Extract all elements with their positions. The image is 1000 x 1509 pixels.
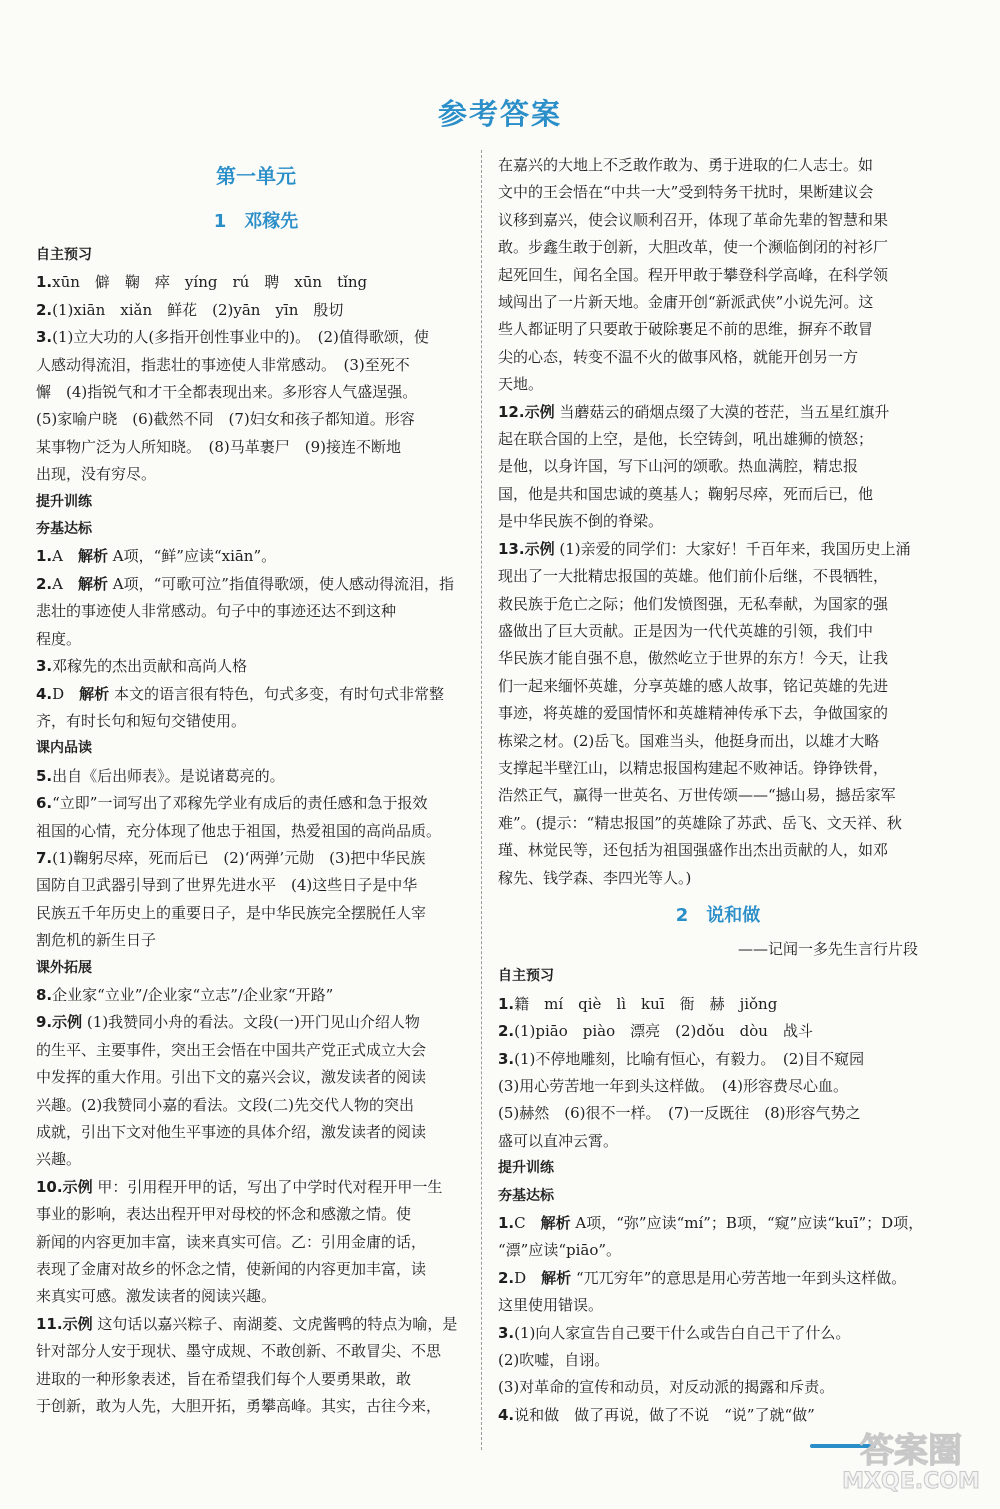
answer-number: 7. bbox=[36, 848, 53, 867]
answer-text: A bbox=[52, 574, 78, 593]
answer-item bbox=[498, 1210, 938, 1237]
answer-explanation: 本文的语言很有特色，句式多变，有时句式非常整 bbox=[109, 684, 444, 703]
answer-number: 3. bbox=[498, 1323, 515, 1342]
answer-continuation: 现出了一大批精忠报国的英雄。他们前仆后继，不畏牺牲， bbox=[498, 567, 889, 586]
answer-continuation: 瑾、林觉民等，还包括为祖国强盛作出杰出贡献的人，如邓 bbox=[498, 841, 889, 860]
answer-text: (1)不停地雕刻，比喻有恒心，有毅力。 (2)目不窥园 bbox=[514, 1049, 865, 1068]
answer-item bbox=[36, 681, 476, 708]
section-label: 课外拓展 bbox=[36, 959, 92, 976]
answer-continuation: 国，他是共和国忠诚的奠基人；鞠躬尽瘁，死而后已，他 bbox=[498, 484, 874, 503]
answer-text: D bbox=[514, 1268, 542, 1287]
answer-continuation: 起死回生，闻名全国。程开甲敢于攀登科学高峰，在科学领 bbox=[498, 265, 889, 284]
answer-number: 10. bbox=[36, 1177, 63, 1196]
answer-explanation: 甲：引用程开甲的话，写出了中学时代对程开甲一生 bbox=[92, 1177, 443, 1196]
answer-continuation: 人感动得流泪，指悲壮的事迹使人非常感动。 (3)至死不 bbox=[36, 355, 410, 374]
answer-item bbox=[36, 1311, 476, 1338]
answer-explanation: (1)我赞同小舟的看法。文段(一)开门见山介绍人物 bbox=[82, 1013, 420, 1032]
answer-continuation: (3)对革命的宣传和动员，对反动派的揭露和斥责。 bbox=[498, 1378, 835, 1397]
answer-continuation: “漂”应读“piāo”。 bbox=[498, 1241, 622, 1260]
section-label: 课内品读 bbox=[36, 740, 92, 757]
answer-continuation: 来真实可感。激发读者的阅读兴趣。 bbox=[36, 1287, 277, 1306]
answer-text: “立即”一词写出了邓稼先学业有成后的责任感和急于报效 bbox=[52, 794, 428, 813]
answer-continuation: 盛可以直冲云霄。 bbox=[498, 1131, 619, 1150]
answer-text: 籍 mí qiè lì kuī 衙 赫 jiǒng bbox=[514, 994, 778, 1013]
answer-text: C bbox=[514, 1214, 541, 1233]
answer-explanation: 当蘑菇云的硝烟点缀了大漠的苍茫，当五星红旗升 bbox=[554, 402, 890, 421]
answer-text: (1)piāo piào 漂亮 (2)dǒu dòu 战斗 bbox=[514, 1022, 813, 1041]
answer-continuation: 事业的影响，表达出程开甲对母校的怀念和感激之情。使 bbox=[36, 1205, 412, 1224]
page-title: 参考答案 bbox=[437, 97, 562, 131]
right-answer-list bbox=[498, 963, 938, 1429]
section-label: 自主预习 bbox=[36, 247, 92, 263]
answer-continuation: 兴趣。 bbox=[36, 1150, 82, 1169]
answer-item bbox=[36, 324, 476, 351]
answer-explanation: A项，“鲜”应读“xiān”。 bbox=[108, 547, 277, 566]
answer-continuation: 栋梁之材。(2)岳飞。国难当头，他挺身而出，以雄才大略 bbox=[498, 731, 880, 750]
answer-label: 解析 bbox=[77, 547, 108, 566]
answer-continuation: 难”。(提示：“精忠报国”的英雄除了苏武、岳飞、文天祥、秋 bbox=[498, 813, 902, 832]
answer-item bbox=[498, 536, 938, 563]
answer-continuation: 懈 (4)指锐气和才干全都表现出来。多形容人气盛逞强。 bbox=[36, 383, 418, 402]
answer-explanation: A项，“弥”应读“mí”；B项，“窥”应读“kuī”；D项， bbox=[570, 1214, 924, 1233]
answer-continuation: 浩然正气，赢得一世英名、万世传颂——“撼山易，撼岳家军 bbox=[498, 786, 896, 805]
answer-number: 9. bbox=[36, 1013, 53, 1032]
left-column bbox=[36, 150, 476, 1420]
answer-continuation: 天地。 bbox=[498, 375, 544, 394]
answer-text: 出自《后出师表》。是说诸葛亮的。 bbox=[52, 766, 285, 785]
answer-continuation: 成就，引出下文对他生平事迹的具体介绍，激发读者的阅读 bbox=[36, 1123, 427, 1141]
answer-continuation: 割危机的新生日子 bbox=[36, 931, 157, 950]
answer-number: 3. bbox=[36, 657, 53, 676]
answer-continuation: 的生平、主要事件，突出王会悟在中国共产党正式成立大会 bbox=[36, 1040, 427, 1059]
answer-number: 3. bbox=[36, 328, 53, 347]
answer-item bbox=[36, 571, 476, 598]
answer-label: 示例 bbox=[62, 1314, 93, 1333]
answer-number: 4. bbox=[498, 1405, 515, 1424]
answer-text: xūn 僻 鞠 瘁 yíng rú 聘 xūn tǐng bbox=[52, 273, 368, 292]
answer-continuation: 民族五千年历史上的重要日子，是中华民族完全摆脱任人宰 bbox=[36, 903, 427, 922]
answer-number: 4. bbox=[36, 684, 53, 703]
watermark-logo bbox=[836, 1424, 986, 1494]
answer-number: 12. bbox=[498, 402, 525, 421]
answer-continuation: 在嘉兴的大地上不乏敢作敢为、勇于进取的仁人志士。如 bbox=[498, 156, 874, 174]
answer-item bbox=[36, 269, 476, 296]
answer-explanation: A项，“可歌可泣”指值得歌颂，使人感动得流泪，指 bbox=[108, 574, 454, 593]
answer-explanation: (1)亲爱的同学们：大家好！千百年来，我国历史上涌 bbox=[554, 539, 911, 558]
answer-continuation: 针对部分人安于现状、墨守成规、不敢创新、不敢冒尖、不思 bbox=[36, 1342, 442, 1361]
answer-continuation: 些人都证明了只要敢于破除裹足不前的思维，摒弃不敢冒 bbox=[498, 320, 874, 339]
answer-label: 示例 bbox=[62, 1177, 93, 1196]
lesson-heading: 1 邓稼先 bbox=[213, 211, 299, 232]
answer-continuation: 敢。步鑫生敢于创新，大胆改革，使一个濒临倒闭的衬衫厂 bbox=[498, 238, 889, 257]
answer-number: 1. bbox=[498, 1214, 515, 1233]
answer-continuation: 出现，没有穷尽。 bbox=[36, 465, 157, 484]
section-label: 提升训练 bbox=[498, 1160, 554, 1177]
answer-continuation: 表现了金庸对故乡的怀念之情，使新闻的内容更加丰富，读 bbox=[36, 1260, 427, 1279]
answer-text: 企业家“立业”/企业家“立志”/企业家“开路” bbox=[52, 985, 334, 1004]
unit-heading: 第一单元 bbox=[216, 164, 296, 188]
answer-item bbox=[498, 1320, 938, 1347]
section-label: 夯基达标 bbox=[498, 1187, 554, 1204]
answer-continuation: 这里使用错误。 bbox=[498, 1296, 604, 1315]
answer-item bbox=[36, 543, 476, 570]
answer-number: 8. bbox=[36, 985, 53, 1004]
answer-item bbox=[36, 297, 476, 324]
right-answer-list-continued bbox=[498, 152, 938, 892]
answer-text: A bbox=[52, 547, 78, 566]
answer-number: 13. bbox=[498, 539, 525, 558]
answer-label: 示例 bbox=[524, 539, 555, 558]
answer-item bbox=[36, 1009, 476, 1036]
answer-continuation: 是中华民族不倒的脊梁。 bbox=[498, 512, 664, 531]
section-label: 自主预习 bbox=[498, 968, 554, 985]
answer-continuation: (5)家喻户晓 (6)截然不同 (7)妇女和孩子都知道。形容 bbox=[36, 410, 415, 429]
answer-continuation: 是他，以身许国，写下山河的颂歌。热血满腔，精忠报 bbox=[498, 457, 859, 476]
answer-item bbox=[498, 399, 938, 426]
answer-number: 2. bbox=[498, 1022, 515, 1041]
right-column bbox=[498, 152, 938, 1429]
answer-continuation: 文中的王会悟在“中共一大”受到特务干扰时，果断建议会 bbox=[498, 183, 874, 202]
answer-item bbox=[36, 845, 476, 872]
answer-continuation: 盛做出了巨大贡献。正是因为一代代英雄的引领，我们中 bbox=[498, 621, 874, 640]
answer-number: 1. bbox=[36, 547, 53, 566]
answer-item bbox=[498, 1046, 938, 1073]
answer-continuation: 们一起来缅怀英雄，分享英雄的感人故事，铭记英雄的先进 bbox=[498, 676, 889, 695]
answer-item bbox=[36, 790, 476, 817]
watermark-main-text: 答案圈 bbox=[860, 1431, 962, 1471]
lesson-heading-2: 2 说和做 bbox=[675, 904, 761, 926]
answer-text: 说和做 做了再说，做了不说 “说”了就“做” bbox=[514, 1405, 815, 1424]
answer-text: D bbox=[52, 684, 80, 703]
answer-continuation: 域闯出了一片新天地。金庸开创“新派武侠”小说先河。这 bbox=[498, 293, 874, 312]
answer-item bbox=[498, 991, 938, 1018]
answer-continuation: 某事物广泛为人所知晓。 (8)马革裹尸 (9)接连不断地 bbox=[36, 437, 401, 456]
answer-number: 2. bbox=[36, 300, 53, 319]
answer-label: 解析 bbox=[79, 684, 110, 703]
answer-explanation: “兀兀穷年”的意思是用心劳苦地一年到头这样做。 bbox=[571, 1268, 907, 1287]
answer-continuation: 起在联合国的上空，是他，长空铸剑，吼出雄狮的愤怒； bbox=[498, 430, 874, 449]
watermark-url-text: MXQE.COM bbox=[842, 1469, 980, 1494]
answer-continuation: 稼先、钱学森、李四光等人。) bbox=[498, 868, 692, 887]
answer-continuation: 祖国的心情，充分体现了他忠于祖国，热爱祖国的高尚品质。 bbox=[36, 821, 442, 840]
section-label: 提升训练 bbox=[36, 493, 92, 510]
answer-text: (1)xiān xiǎn 鲜花 (2)yān yīn 殷切 bbox=[52, 300, 344, 319]
answer-continuation: (5)赫然 (6)很不一样。 (7)一反既往 (8)形容气势之 bbox=[498, 1104, 861, 1123]
answer-continuation: 悲壮的事迹使人非常感动。句子中的事迹还达不到这种 bbox=[36, 602, 397, 621]
column-divider bbox=[481, 150, 482, 1450]
answer-continuation: 议移到嘉兴，使会议顺利召开，体现了革命先辈的智慧和果 bbox=[498, 210, 889, 229]
answer-text: (1)向人家宣告自己要干什么或告白自己干了什么。 bbox=[514, 1323, 851, 1342]
answer-text: (1)鞠躬尽瘁，死而后已 (2)‘两弹’元勋 (3)把中华民族 bbox=[52, 848, 426, 867]
answer-continuation: 尖的心态，转变不温不火的做事风格，就能开创另一方 bbox=[498, 347, 859, 366]
answer-continuation: 华民族才能自强不息，傲然屹立于世界的东方！今天，让我 bbox=[498, 649, 889, 668]
answer-label: 解析 bbox=[540, 1214, 571, 1233]
answer-continuation: 齐，有时长句和短句交错使用。 bbox=[36, 711, 247, 730]
answer-item bbox=[36, 1174, 476, 1201]
answer-continuation: 事迹，将英雄的爱国情怀和英雄精神传承下去，争做国家的 bbox=[498, 704, 889, 723]
answer-number: 2. bbox=[36, 574, 53, 593]
answer-continuation: 程度。 bbox=[36, 629, 82, 648]
answer-continuation: (3)用心劳苦地一年到头这样做。 (4)形容费尽心血。 bbox=[498, 1077, 848, 1095]
answer-continuation: (2)吹嘘，自诩。 bbox=[498, 1351, 610, 1370]
answer-number: 11. bbox=[36, 1314, 63, 1333]
section-label: 夯基达标 bbox=[36, 521, 92, 538]
left-answer-list bbox=[36, 242, 476, 1420]
answer-label: 解析 bbox=[77, 574, 108, 593]
answer-continuation: 支撑起半壁江山，以精忠报国构建起不败神话。铮铮铁骨， bbox=[498, 758, 889, 777]
lesson-subtitle: ——记闻一多先生言行片段 bbox=[737, 939, 918, 958]
answer-item bbox=[36, 763, 476, 790]
answer-continuation: 中发挥的重大作用。引出下文的嘉兴会议，激发读者的阅读 bbox=[36, 1068, 427, 1087]
answer-item bbox=[498, 1265, 938, 1292]
answer-number: 1. bbox=[498, 994, 515, 1013]
answer-label: 解析 bbox=[541, 1268, 572, 1287]
answer-continuation: 兴趣。(2)我赞同小嘉的看法。文段(二)先交代人物的突出 bbox=[36, 1095, 414, 1114]
answer-text: (1)立大功的人(多指开创性事业中的)。 (2)值得歌颂，使 bbox=[52, 328, 429, 347]
answer-number: 6. bbox=[36, 794, 53, 813]
answer-continuation: 进取的一种形象表述，旨在希望我们每个人要勇果敢，敢 bbox=[36, 1369, 412, 1388]
answer-continuation: 国防自卫武器引导到了世界先进水平 (4)这些日子是中华 bbox=[36, 876, 418, 895]
answer-number: 5. bbox=[36, 766, 53, 785]
answer-item bbox=[498, 1018, 938, 1045]
answer-number: 3. bbox=[498, 1049, 515, 1068]
answer-continuation: 于创新，敢为人先，大胆开拓，勇攀高峰。其实，古往今来， bbox=[36, 1397, 442, 1416]
answer-item bbox=[36, 982, 476, 1009]
answer-text: 邓稼先的杰出贡献和高尚人格 bbox=[52, 657, 248, 676]
answer-number: 2. bbox=[498, 1268, 515, 1287]
answer-item bbox=[36, 653, 476, 680]
answer-label: 示例 bbox=[52, 1013, 83, 1032]
answer-continuation: 救民族于危亡之际；他们发愤图强，无私奉献，为国家的强 bbox=[498, 594, 889, 613]
answer-continuation: 新闻的内容更加丰富，读来真实可信。乙：引用金庸的话， bbox=[36, 1232, 427, 1251]
answer-explanation: 这句话以嘉兴粽子、南湖菱、文虎酱鸭的特点为喻，是 bbox=[92, 1314, 458, 1333]
answer-number: 1. bbox=[36, 273, 53, 292]
answer-label: 示例 bbox=[524, 402, 555, 421]
